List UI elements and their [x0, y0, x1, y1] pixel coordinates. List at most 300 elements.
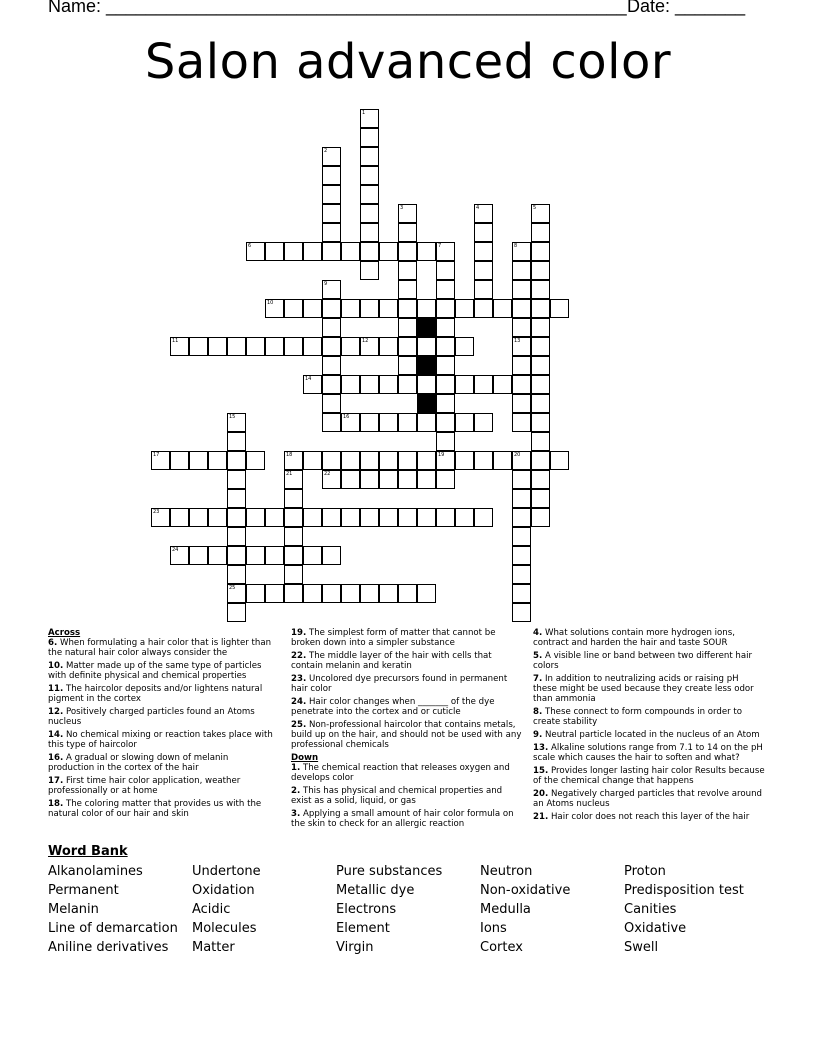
grid-cell[interactable]	[189, 508, 208, 527]
grid-cell[interactable]	[360, 337, 379, 356]
grid-cell[interactable]	[303, 451, 322, 470]
grid-cell[interactable]	[227, 603, 246, 622]
grid-cell[interactable]	[436, 261, 455, 280]
grid-cell[interactable]	[284, 489, 303, 508]
grid-cell[interactable]	[398, 375, 417, 394]
grid-cell[interactable]	[436, 375, 455, 394]
grid-cell[interactable]	[474, 375, 493, 394]
clue-number: 20	[514, 452, 521, 458]
clue-number: 13	[514, 338, 521, 344]
grid-cell[interactable]	[436, 299, 455, 318]
grid-cell[interactable]	[398, 508, 417, 527]
clue-number: 4	[476, 205, 480, 211]
grid-cell[interactable]	[360, 223, 379, 242]
grid-cell[interactable]	[455, 299, 474, 318]
grid-cell[interactable]	[341, 470, 360, 489]
word-bank-column	[480, 863, 620, 958]
grid-cell[interactable]	[379, 375, 398, 394]
word-bank-column	[624, 863, 764, 958]
clue-label: 15.	[533, 766, 549, 776]
clue-label: 8.	[533, 707, 543, 717]
grid-cell[interactable]	[360, 470, 379, 489]
clue-text: In addition to neutralizing acids or raising pH these might be used because they create less odor than ammonia	[533, 674, 754, 704]
clue-label: 1.	[291, 763, 301, 773]
grid-cell[interactable]	[531, 489, 550, 508]
clue-column-3	[533, 628, 765, 825]
word-bank-word: Non-oxidative	[480, 883, 571, 898]
word-bank-word: Pure substances	[336, 864, 443, 879]
grid-cell[interactable]	[417, 375, 436, 394]
grid-cell[interactable]	[341, 337, 360, 356]
grid-cell[interactable]	[512, 508, 531, 527]
grid-cell[interactable]	[398, 470, 417, 489]
grid-cell[interactable]	[531, 413, 550, 432]
grid-cell[interactable]	[474, 223, 493, 242]
grid-cell[interactable]	[436, 413, 455, 432]
grid-cell[interactable]	[512, 337, 531, 356]
grid-cell[interactable]	[246, 337, 265, 356]
grid-cell[interactable]	[303, 584, 322, 603]
grid-cell[interactable]	[455, 413, 474, 432]
grid-cell[interactable]	[322, 337, 341, 356]
grid-cell[interactable]	[436, 318, 455, 337]
grid-cell[interactable]	[474, 508, 493, 527]
clue-number: 11	[172, 338, 179, 344]
grid-cell[interactable]	[531, 451, 550, 470]
clue-text: Matter made up of the same type of particles with definite physical and chemical properties	[48, 661, 262, 681]
clue-text: The middle layer of the hair with cells that contain melanin and keratin	[291, 651, 492, 671]
grid-cell[interactable]	[303, 375, 322, 394]
grid-cell[interactable]	[322, 451, 341, 470]
grid-cell[interactable]	[322, 470, 341, 489]
grid-cell[interactable]	[265, 242, 284, 261]
across-clue	[48, 730, 273, 750]
grid-cell[interactable]	[455, 337, 474, 356]
grid-cell[interactable]	[303, 337, 322, 356]
grid-cell[interactable]	[531, 432, 550, 451]
grid-cell[interactable]	[284, 242, 303, 261]
across-clue	[291, 674, 523, 694]
word-bank-title: Word Bank	[48, 844, 128, 859]
grid-cell[interactable]	[436, 337, 455, 356]
grid-cell[interactable]	[227, 451, 246, 470]
page-title: Salon advanced color	[144, 34, 672, 90]
down-clue	[533, 789, 765, 809]
grid-cell[interactable]	[322, 223, 341, 242]
grid-cell[interactable]	[379, 451, 398, 470]
grid-cell[interactable]	[322, 356, 341, 375]
grid-cell[interactable]	[531, 204, 550, 223]
across-clue	[291, 720, 523, 750]
grid-cell[interactable]	[360, 185, 379, 204]
grid-cell[interactable]	[322, 394, 341, 413]
clue-number: 7	[438, 243, 442, 249]
word-bank-word: Cortex	[480, 940, 523, 955]
clue-label: 16.	[48, 753, 64, 763]
grid-cell[interactable]	[531, 261, 550, 280]
clue-label: 13.	[533, 743, 549, 753]
grid-cell[interactable]	[531, 394, 550, 413]
grid-cell[interactable]	[360, 413, 379, 432]
clue-label: 17.	[48, 776, 64, 786]
clue-label: 3.	[291, 809, 301, 819]
grid-cell[interactable]	[189, 451, 208, 470]
across-clue	[48, 684, 273, 704]
clue-text: Non-professional haircolor that contains metals, build up on the hair, and should not be used with any professional chemicals	[291, 720, 522, 750]
grid-cell[interactable]	[512, 603, 531, 622]
grid-cell[interactable]	[417, 242, 436, 261]
grid-cell[interactable]	[227, 337, 246, 356]
clue-label: 10.	[48, 661, 64, 671]
down-clue	[533, 766, 765, 786]
word-bank-column	[48, 863, 188, 958]
grid-cell[interactable]	[417, 470, 436, 489]
clue-text: A visible line or band between two different hair colors	[533, 651, 753, 671]
grid-cell[interactable]	[360, 375, 379, 394]
grid-cell[interactable]	[322, 508, 341, 527]
clue-number: 8	[514, 243, 518, 249]
grid-cell[interactable]	[246, 546, 265, 565]
grid-cell[interactable]	[474, 242, 493, 261]
clue-label: 18.	[48, 799, 64, 809]
word-bank-word: Neutron	[480, 864, 533, 879]
grid-cell[interactable]	[227, 565, 246, 584]
grid-cell[interactable]	[379, 413, 398, 432]
clue-number: 16	[343, 414, 350, 420]
down-clue	[533, 730, 765, 740]
grid-cell[interactable]	[531, 242, 550, 261]
grid-cell[interactable]	[360, 166, 379, 185]
grid-cell[interactable]	[531, 337, 550, 356]
grid-cell[interactable]	[474, 280, 493, 299]
grid-cell[interactable]	[512, 318, 531, 337]
clue-number: 10	[267, 300, 274, 306]
clue-label: 14.	[48, 730, 64, 740]
grid-cell[interactable]	[512, 375, 531, 394]
grid-cell[interactable]	[512, 356, 531, 375]
clue-text: What solutions contain more hydrogen ions, contract and harden the hair and taste SOUR	[533, 628, 735, 648]
grid-cell[interactable]	[512, 242, 531, 261]
word-bank-word: Line of demarcation	[48, 921, 178, 936]
word-bank-word: Aniline derivatives	[48, 940, 169, 955]
shaded-cell	[417, 394, 436, 413]
grid-cell[interactable]	[322, 546, 341, 565]
word-bank-word: Alkanolamines	[48, 864, 143, 879]
grid-cell[interactable]	[379, 470, 398, 489]
grid-cell[interactable]	[474, 299, 493, 318]
clue-column-1	[48, 628, 273, 822]
clue-number: 2	[324, 148, 328, 154]
grid-cell[interactable]	[398, 356, 417, 375]
grid-cell[interactable]	[493, 299, 512, 318]
grid-cell[interactable]	[531, 470, 550, 489]
grid-cell[interactable]	[322, 185, 341, 204]
grid-cell[interactable]	[436, 280, 455, 299]
clue-text: The chemical reaction that releases oxygen and develops color	[291, 763, 510, 783]
clue-text: Hair color changes when _______ of the dye penetrate into the cortex and or cuticle	[291, 697, 495, 717]
word-bank-word: Predisposition test	[624, 883, 744, 898]
grid-cell[interactable]	[512, 489, 531, 508]
grid-cell[interactable]	[531, 299, 550, 318]
grid-cell[interactable]	[151, 508, 170, 527]
clue-label: 25.	[291, 720, 307, 730]
grid-cell[interactable]	[550, 299, 569, 318]
clue-label: 23.	[291, 674, 307, 684]
clue-text: Hair color does not reach this layer of the hair	[548, 812, 750, 822]
grid-cell[interactable]	[436, 356, 455, 375]
clue-text: Positively charged particles found an Atoms nucleus	[48, 707, 255, 727]
grid-cell[interactable]	[322, 280, 341, 299]
grid-cell[interactable]	[360, 584, 379, 603]
grid-cell[interactable]	[303, 299, 322, 318]
grid-cell[interactable]	[379, 337, 398, 356]
grid-cell[interactable]	[512, 299, 531, 318]
grid-cell[interactable]	[208, 508, 227, 527]
grid-cell[interactable]	[170, 451, 189, 470]
grid-cell[interactable]	[227, 413, 246, 432]
across-clue	[48, 707, 273, 727]
grid-cell[interactable]	[512, 280, 531, 299]
grid-cell[interactable]	[512, 546, 531, 565]
grid-cell[interactable]	[246, 508, 265, 527]
grid-cell[interactable]	[303, 546, 322, 565]
grid-cell[interactable]	[531, 318, 550, 337]
grid-cell[interactable]	[436, 432, 455, 451]
across-clue	[48, 753, 273, 773]
grid-cell[interactable]	[550, 451, 569, 470]
grid-cell[interactable]	[341, 413, 360, 432]
word-bank-word: Permanent	[48, 883, 119, 898]
grid-cell[interactable]	[531, 508, 550, 527]
grid-cell[interactable]	[360, 451, 379, 470]
grid-cell[interactable]	[284, 470, 303, 489]
grid-cell[interactable]	[208, 546, 227, 565]
clue-text: Alkaline solutions range from 7.1 to 14 on the pH scale which causes the hair to soften and what?	[533, 743, 763, 763]
clue-text: The haircolor deposits and/or lightens natural pigment in the cortex	[48, 684, 263, 704]
grid-cell[interactable]	[455, 508, 474, 527]
grid-cell[interactable]	[284, 565, 303, 584]
grid-cell[interactable]	[436, 508, 455, 527]
clue-number: 5	[533, 205, 537, 211]
grid-cell[interactable]	[170, 546, 189, 565]
grid-cell[interactable]	[531, 375, 550, 394]
grid-cell[interactable]	[436, 242, 455, 261]
grid-cell[interactable]	[512, 394, 531, 413]
grid-cell[interactable]	[360, 204, 379, 223]
grid-cell[interactable]	[512, 413, 531, 432]
clue-column-2	[291, 628, 523, 832]
grid-cell[interactable]	[227, 508, 246, 527]
grid-cell[interactable]	[455, 451, 474, 470]
grid-cell[interactable]	[246, 584, 265, 603]
grid-cell[interactable]	[360, 299, 379, 318]
grid-cell[interactable]	[303, 242, 322, 261]
grid-cell[interactable]	[265, 299, 284, 318]
word-bank-word: Undertone	[192, 864, 261, 879]
grid-cell[interactable]	[398, 242, 417, 261]
grid-cell[interactable]	[265, 584, 284, 603]
shaded-cell	[417, 318, 436, 337]
grid-cell[interactable]	[360, 147, 379, 166]
grid-cell[interactable]	[303, 508, 322, 527]
grid-cell[interactable]	[417, 299, 436, 318]
word-bank-word: Canities	[624, 902, 677, 917]
grid-cell[interactable]	[322, 375, 341, 394]
grid-cell[interactable]	[474, 204, 493, 223]
clue-text: No chemical mixing or reaction takes place with this type of haircolor	[48, 730, 273, 750]
grid-cell[interactable]	[398, 261, 417, 280]
grid-cell[interactable]	[512, 470, 531, 489]
grid-cell[interactable]	[417, 413, 436, 432]
grid-cell[interactable]	[227, 527, 246, 546]
grid-cell[interactable]	[284, 299, 303, 318]
word-bank-word: Matter	[192, 940, 235, 955]
grid-cell[interactable]	[398, 337, 417, 356]
word-bank-word: Medulla	[480, 902, 531, 917]
grid-cell[interactable]	[170, 508, 189, 527]
grid-cell[interactable]	[322, 242, 341, 261]
grid-cell[interactable]	[512, 261, 531, 280]
grid-cell[interactable]	[417, 337, 436, 356]
grid-cell[interactable]	[265, 508, 284, 527]
grid-cell[interactable]	[246, 451, 265, 470]
grid-cell[interactable]	[284, 546, 303, 565]
grid-cell[interactable]	[322, 204, 341, 223]
grid-cell[interactable]	[227, 432, 246, 451]
grid-cell[interactable]	[341, 584, 360, 603]
grid-cell[interactable]	[512, 527, 531, 546]
grid-cell[interactable]	[322, 299, 341, 318]
grid-cell[interactable]	[417, 508, 436, 527]
grid-cell[interactable]	[474, 413, 493, 432]
clue-label: 20.	[533, 789, 549, 799]
grid-cell[interactable]	[398, 451, 417, 470]
grid-cell[interactable]	[493, 375, 512, 394]
grid-cell[interactable]	[189, 337, 208, 356]
clue-label: 21.	[533, 812, 549, 822]
grid-cell[interactable]	[474, 261, 493, 280]
grid-cell[interactable]	[379, 584, 398, 603]
grid-cell[interactable]	[360, 128, 379, 147]
grid-cell[interactable]	[360, 508, 379, 527]
grid-cell[interactable]	[474, 451, 493, 470]
down-clue	[533, 651, 765, 671]
grid-cell[interactable]	[341, 242, 360, 261]
down-clue	[533, 674, 765, 704]
grid-cell[interactable]	[246, 242, 265, 261]
clue-label: 2.	[291, 786, 301, 796]
grid-cell[interactable]	[341, 508, 360, 527]
grid-cell[interactable]	[341, 299, 360, 318]
clue-text: Uncolored dye precursors found in permanent hair color	[291, 674, 508, 694]
grid-cell[interactable]	[398, 223, 417, 242]
word-bank-word: Oxidation	[192, 883, 255, 898]
grid-cell[interactable]	[360, 242, 379, 261]
grid-cell[interactable]	[417, 584, 436, 603]
grid-cell[interactable]	[360, 261, 379, 280]
grid-cell[interactable]	[398, 204, 417, 223]
grid-cell[interactable]	[341, 375, 360, 394]
across-clue	[48, 661, 273, 681]
grid-cell[interactable]	[436, 451, 455, 470]
grid-cell[interactable]	[208, 337, 227, 356]
grid-cell[interactable]	[322, 166, 341, 185]
grid-cell[interactable]	[398, 318, 417, 337]
grid-cell[interactable]	[398, 584, 417, 603]
grid-cell[interactable]	[151, 451, 170, 470]
grid-cell[interactable]	[322, 147, 341, 166]
across-clue	[48, 799, 273, 819]
word-bank-word: Virgin	[336, 940, 374, 955]
grid-cell[interactable]	[227, 546, 246, 565]
clue-text: Provides longer lasting hair color Results because of the chemical change that happens	[533, 766, 765, 786]
clue-label: 19.	[291, 628, 307, 638]
clue-number: 17	[153, 452, 160, 458]
grid-cell[interactable]	[360, 109, 379, 128]
grid-cell[interactable]	[398, 413, 417, 432]
down-heading: Down	[291, 753, 319, 763]
clue-number: 25	[229, 585, 236, 591]
grid-cell[interactable]	[493, 451, 512, 470]
clue-number: 15	[229, 414, 236, 420]
grid-cell[interactable]	[341, 451, 360, 470]
clue-number: 23	[153, 509, 160, 515]
grid-cell[interactable]	[436, 394, 455, 413]
grid-cell[interactable]	[227, 470, 246, 489]
down-clue	[533, 743, 765, 763]
grid-cell[interactable]	[189, 546, 208, 565]
grid-cell[interactable]	[170, 337, 189, 356]
down-clue	[533, 812, 765, 822]
grid-cell[interactable]	[455, 375, 474, 394]
grid-cell[interactable]	[227, 489, 246, 508]
word-bank-word: Metallic dye	[336, 883, 415, 898]
grid-cell[interactable]	[417, 451, 436, 470]
grid-cell[interactable]	[398, 299, 417, 318]
clue-number: 22	[324, 471, 331, 477]
grid-cell[interactable]	[512, 565, 531, 584]
grid-cell[interactable]	[227, 584, 246, 603]
grid-cell[interactable]	[531, 280, 550, 299]
grid-cell[interactable]	[322, 584, 341, 603]
grid-cell[interactable]	[379, 299, 398, 318]
clue-text: The simplest form of matter that cannot be broken down into a simpler substance	[291, 628, 496, 648]
clue-text: These connect to form compounds in order to create stability	[533, 707, 743, 727]
grid-cell[interactable]	[208, 451, 227, 470]
clue-number: 19	[438, 452, 445, 458]
grid-cell[interactable]	[284, 584, 303, 603]
grid-cell[interactable]	[284, 337, 303, 356]
clue-label: 12.	[48, 707, 64, 717]
grid-cell[interactable]	[531, 223, 550, 242]
grid-cell[interactable]	[379, 508, 398, 527]
clue-label: 7.	[533, 674, 543, 684]
clue-text: The coloring matter that provides us with the natural color of our hair and skin	[48, 799, 262, 819]
grid-cell[interactable]	[322, 413, 341, 432]
grid-cell[interactable]	[265, 546, 284, 565]
grid-cell[interactable]	[265, 337, 284, 356]
grid-cell[interactable]	[512, 584, 531, 603]
grid-cell[interactable]	[284, 527, 303, 546]
grid-cell[interactable]	[284, 451, 303, 470]
grid-cell[interactable]	[379, 242, 398, 261]
grid-cell[interactable]	[284, 508, 303, 527]
grid-cell[interactable]	[531, 356, 550, 375]
grid-cell[interactable]	[322, 318, 341, 337]
grid-cell[interactable]	[398, 280, 417, 299]
grid-cell[interactable]	[512, 451, 531, 470]
grid-cell[interactable]	[436, 470, 455, 489]
